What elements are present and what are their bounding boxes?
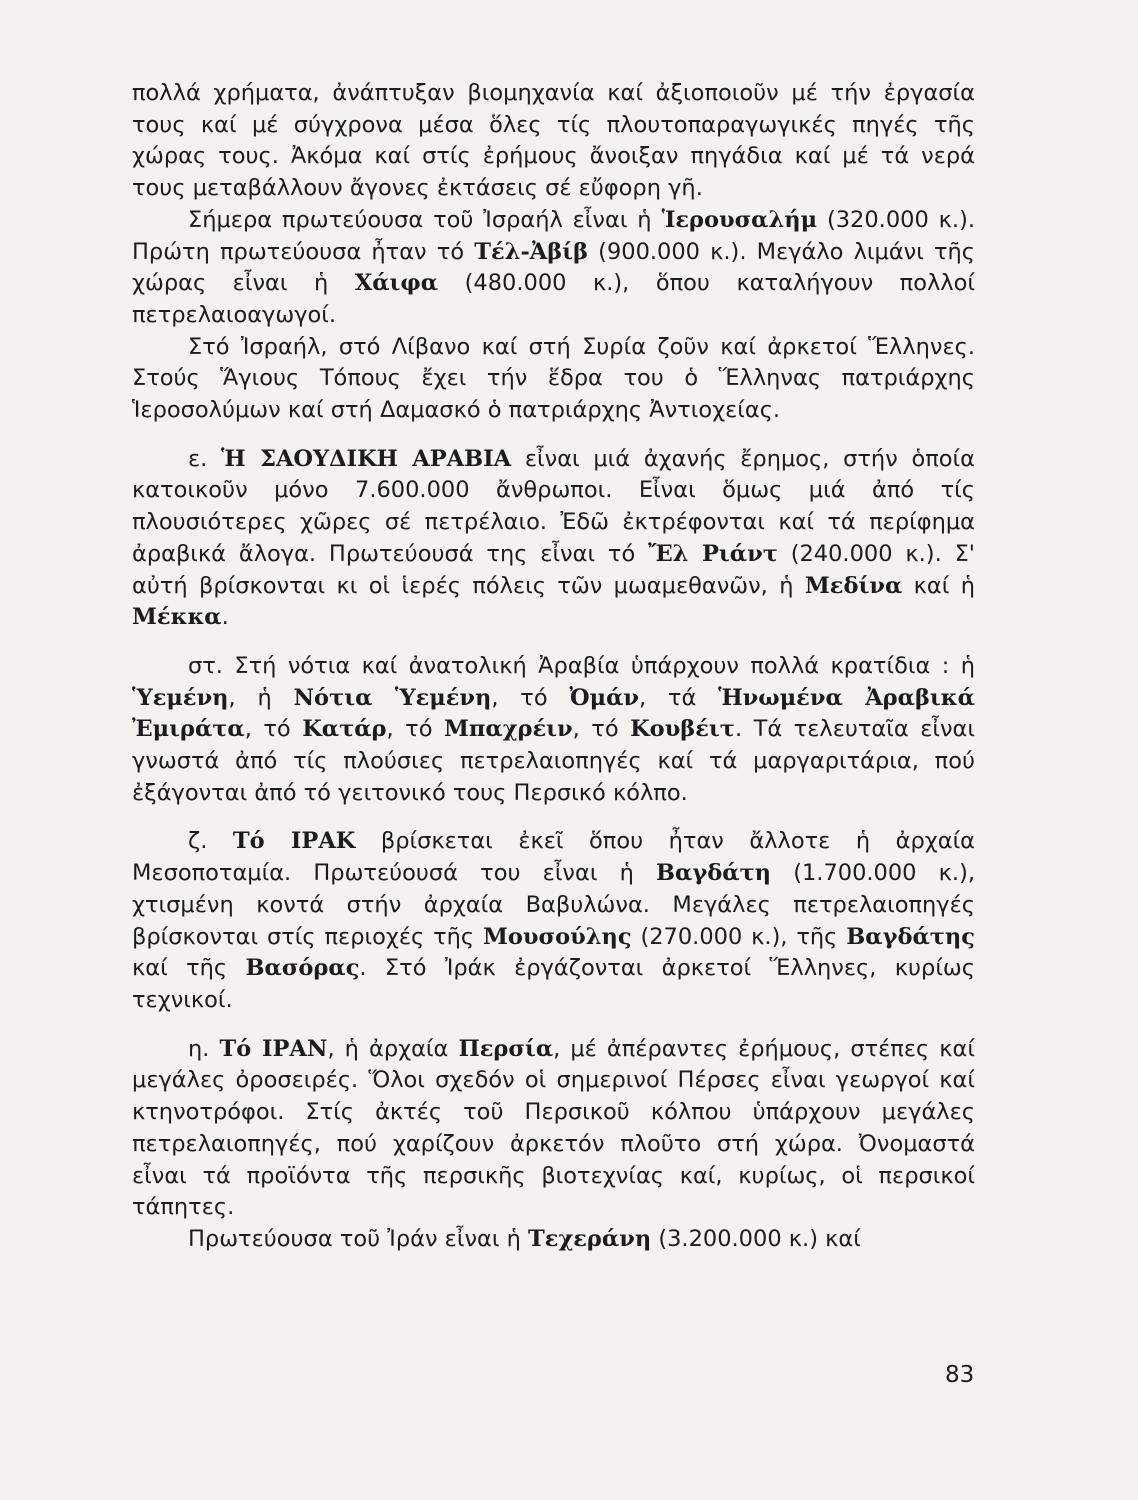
text-run: ζ. xyxy=(188,828,233,855)
text-run: η. xyxy=(188,1035,220,1062)
paragraph-economy xyxy=(132,78,975,205)
text-run: καί τῆς xyxy=(132,955,246,982)
bold-term: Μουσούλης xyxy=(483,923,632,950)
text-run: , τό xyxy=(244,716,303,743)
bold-term: Μεδίνα xyxy=(804,572,903,599)
text-run: ε. xyxy=(188,445,222,472)
bold-term: Μπαχρέιν xyxy=(444,716,573,743)
bold-term: Βαγδάτη xyxy=(656,860,772,887)
bold-term: Χάιφα xyxy=(354,270,439,297)
bold-term: Τό ΙΡΑΚ xyxy=(232,828,356,855)
bold-term: Ἡνωμένα Ἀραβικά Ἐμιράτα xyxy=(132,684,975,743)
text-run: . Τά τελευταῖα εἶναι γνωστά ἀπό τίς πλούσιες πετρελαιοπηγές καί τά μαργαριτάρια, πού ἐξάγονται ἀπό τό γειτονικό τους Περσικό κόλπο. xyxy=(132,716,976,806)
bold-term: Μέκκα xyxy=(132,604,222,631)
page-number: 83 xyxy=(945,1362,975,1388)
bold-term: Κουβέιτ xyxy=(630,716,735,743)
bold-term: Τέλ-Ἀβίβ xyxy=(474,238,589,265)
bold-term: Ἔλ Ριάντ xyxy=(648,540,778,567)
text-run: Πρωτεύουσα τοῦ Ἰράν εἶναι ἡ xyxy=(188,1225,529,1252)
text-run: , μέ ἀπέραντες ἐρήμους, στέπες καί μεγάλες ὀροσειρές. Ὅλοι σχεδόν οἱ σημερινοί Πέρσες εἶναι γεωργοί καί κτηνοτρόφοι. Στίς ἀκτές τοῦ Περσικοῦ κόλπου ὑπάρχουν μεγάλες πετρελαιοπηγές, πού χαρίζουν ἀρκετόν πλοῦτο στή χώρα. Ὀνομαστά εἶναι τά προϊόντα τῆς περσικῆς βιοτεχνίας καί, κυρίως, οἱ περσικοί τάπητες. xyxy=(132,1035,975,1221)
bold-term: Ἡ ΣΑΟΥΔΙΚΗ ΑΡΑΒΙΑ xyxy=(221,445,512,472)
text-run: εἶναι μιά ἀχανής ἔρημος, στήν ὁποία κατοικοῦν μόνο 7.600.000 ἄνθρωποι. Εἶναι ὅμως μιά ἀπό τίς πλουσιότερες χῶρες σέ πετρέλαιο. Ἐδῶ ἐκτρέφονται καί τά περίφημα ἀραβικά ἄλογα. Πρωτεύουσά της εἶναι τό xyxy=(132,445,976,567)
section-iran xyxy=(132,1034,975,1224)
text-run: , τό xyxy=(386,716,444,743)
text-run: (480.000 κ.), ὅπου καταλήγουν πολλοί πετρελαιοαγωγοί. xyxy=(132,270,975,328)
paragraph-iran-capital xyxy=(132,1224,975,1256)
text-run: . xyxy=(221,604,229,631)
text-column xyxy=(132,78,975,1256)
text-run: , τά xyxy=(639,684,719,711)
text-run: καί ἡ xyxy=(902,572,975,599)
bold-term: Περσία xyxy=(458,1035,554,1062)
bold-term: Ὀμάν xyxy=(569,684,640,711)
text-run: . Στό Ἰράκ ἐργάζονται ἀρκετοί Ἕλληνες, κυρίως τεχνικοί. xyxy=(132,955,975,1013)
paragraph-israel-capitals xyxy=(132,205,975,332)
section-saudi-arabia xyxy=(132,444,975,634)
text-run: (3.200.000 κ.) καί xyxy=(651,1225,861,1252)
text-run: (320.000 κ.). Πρώτη πρωτεύουσα ἦταν τό xyxy=(132,206,975,265)
text-run: Σήμερα πρωτεύουσα τοῦ Ἰσραήλ εἶναι ἡ xyxy=(188,206,662,233)
bold-term: Βασόρας xyxy=(245,955,360,982)
text-run: , τό xyxy=(572,716,631,743)
bold-term: Βαγδάτης xyxy=(846,923,975,950)
section-iraq xyxy=(132,826,975,1016)
bold-term: Νότια Ὑεμένη xyxy=(293,684,492,711)
text-run: πολλά χρήματα, ἀνάπτυξαν βιομηχανία καί ἀξιοποιοῦν μέ τήν ἐργασία τους καί μέ σύγχρονα μέσα ὅλες τίς πλουτοπαραγωγικές πηγές τῆς χώρας τους. Ἀκόμα καί στίς ἐρήμους ἄνοιξαν πηγάδια καί μέ τά νερά τους μεταβάλλουν ἄγονες ἐκτάσεις σέ εὔφορη γῆ. xyxy=(132,80,975,202)
text-run: (1.700.000 κ.), χτισμένη κοντά στήν ἀρχαία Βαβυλώνα. Μεγάλες πετρελαιοπηγές βρίσκονται στίς περιοχές τῆς xyxy=(132,860,975,950)
bold-term: Ἱερουσαλήμ xyxy=(661,206,818,233)
bold-term: Τό ΙΡΑΝ xyxy=(219,1035,328,1062)
text-run: (270.000 κ.), τῆς xyxy=(631,923,847,950)
bold-term: Ὑεμένη xyxy=(132,684,229,711)
text-run: στ. Στή νότια καί ἀνατολική Ἀραβία ὑπάρχουν πολλά κρατίδια : ἡ xyxy=(188,652,975,679)
bold-term: Τεχεράνη xyxy=(528,1225,652,1252)
text-run: (240.000 κ.). Σ' αὐτή βρίσκονται κι οἱ ἱερές πόλεις τῶν μωαμεθανῶν, ἡ xyxy=(132,540,975,599)
section-arabian-states xyxy=(132,651,975,810)
paragraph-greeks-middle-east xyxy=(132,332,975,427)
bold-term: Κατάρ xyxy=(302,716,387,743)
text-run: βρίσκεται ἐκεῖ ὅπου ἦταν ἄλλοτε ἡ ἀρχαία Μεσοποταμία. Πρωτεύουσά του εἶναι ἡ xyxy=(132,828,976,887)
text-run: (900.000 κ.). Μεγάλο λιμάνι τῆς χώρας εἶναι ἡ xyxy=(132,238,976,297)
text-run: , ἡ xyxy=(228,684,294,711)
text-run: Στό Ἰσραήλ, στό Λίβανο καί στή Συρία ζοῦν καί ἀρκετοί Ἕλληνες. Στούς Ἅγιους Τόπους ἔχει τήν ἕδρα του ὁ Ἕλληνας πατριάρχης Ἱεροσολύμων καί στή Δαμασκό ὁ πατριάρχης Ἀντιοχείας. xyxy=(132,333,975,424)
text-run: , τό xyxy=(491,684,570,711)
text-run: , ἡ ἀρχαία xyxy=(327,1035,459,1062)
